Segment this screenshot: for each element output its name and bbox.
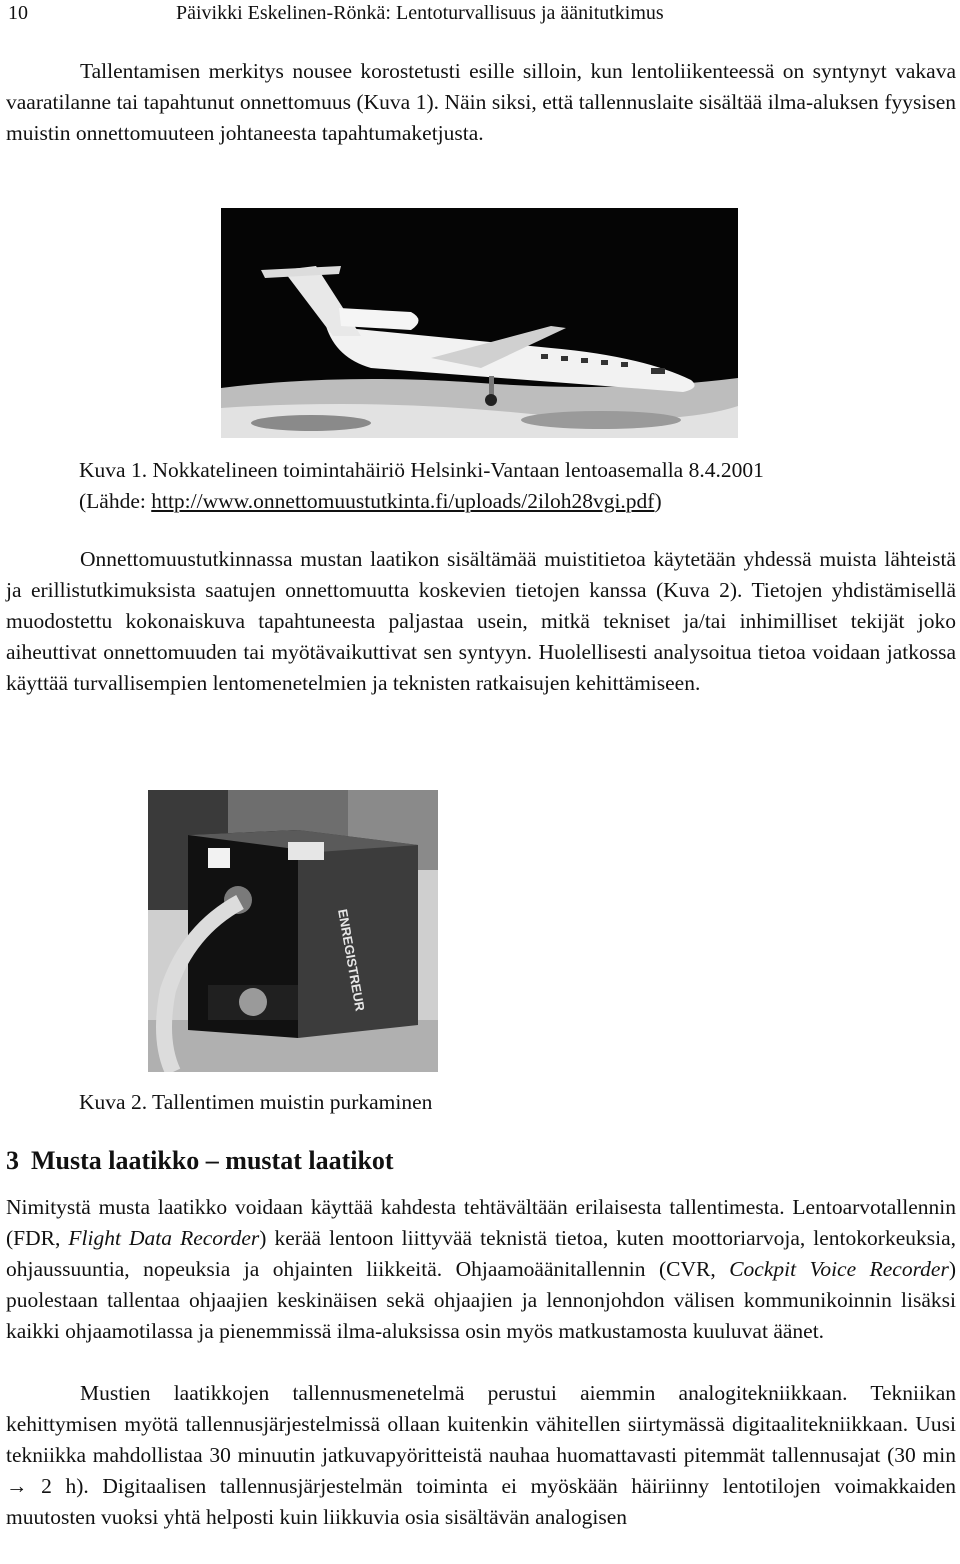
figure-aircraft-photo <box>221 208 738 438</box>
page-number: 10 <box>8 2 28 24</box>
page-header <box>8 2 958 32</box>
recorders-text-1: Nimitystä musta laatikko voidaan käyttää kahdesta tehtävältään erilaisesta tallentimesta. Lentoarvotallennin (FDR, <box>6 1195 956 1250</box>
running-title: Päivikki Eskelinen-Rönkä: Lentoturvallisuus ja äänitutkimus <box>176 2 664 24</box>
cvr-term: Cockpit Voice Recorder <box>729 1257 949 1281</box>
source-link[interactable]: http://www.onnettomuustutkinta.fi/uploads/2iloh28vgi.pdf <box>151 489 655 513</box>
svg-text:ENREGISTREUR: ENREGISTREUR <box>335 907 368 1013</box>
paragraph-investigation: Onnettomuustutkinnassa mustan laatikon sisältämää muistitietoa käytetään yhdessä muista lähteistä ja erillistutkimuksista saatujen onnettomuutta koskevien tietojen kanssa (Kuva 2). Tietojen yhdistämisellä muodostettu kokonaiskuva tapahtuneesta paljastaa usein, mitkä tekniset ja/tai inhimilliset tekijät joko aiheuttivat onnettomuuden tai myötävaikuttivat sen syntyyn. Huolellisesti analysoitua tietoa voidaan jatkossa käyttää turvallisempien lentomenetelmien ja teknisten ratkaisujen kehittämiseen. <box>6 547 956 695</box>
fdr-term: Flight Data Recorder <box>68 1226 260 1250</box>
figure-recorder-photo <box>148 790 438 1072</box>
source-prefix: (Lähde: <box>79 489 152 513</box>
recorders-text-3: ) puolestaan tallentaa ohjaajien keskinäisen sekä ohjaajien ja lennonjohdon välisen kommunikoinnin lisäksi kaikki ohjaamotilassa ja pienemmissä ilma-aluksissa osin myös matkustamosta kuuluvat äänet. <box>6 1257 956 1343</box>
paragraph-intro: Tallentamisen merkitys nousee korostetusti esille silloin, kun lentoliikenteessä on syntynyt vakava vaaratilanne tai tapahtunut onnettomuus (Kuva 1). Näin siksi, että tallennuslaite sisältää ilma-aluksen fyysisen muistin onnettomuuteen johtaneesta tapahtumaketjusta. <box>6 59 956 145</box>
paragraph-recorders <box>6 1192 956 1347</box>
figure-1-source <box>79 486 662 517</box>
aircraft-photo-image <box>221 208 738 438</box>
paragraph-technology: Mustien laatikkojen tallennusmenetelmä perustui aiemmin analogitekniikkaan. Tekniikan kehittymisen myötä tallennusjärjestelmissä ollaan kuitenkin vähitellen siirtymässä digitaalitekniikkaan. Uusi tekniikka mahdollistaa 30 minuutin jatkuvapyöritteistä nauhaa huomattavasti pitemmät tallennusajat (30 min → 2 h). Digitaalisen tallennusjärjestelmän toiminta ei myöskään häiriinny lentotilojen voimakkaiden muutosten vuoksi yhtä helposti kuin liikkuvia osia sisältävän analogisen <box>6 1381 956 1529</box>
section-number: 3 <box>6 1146 19 1175</box>
section-heading <box>6 1146 394 1176</box>
figure-1-caption-line: Kuva 1. Nokkatelineen toimintahäiriö Helsinki-Vantaan lentoasemalla 8.4.2001 <box>79 458 764 482</box>
recorder-photo-image <box>148 790 438 1072</box>
section-title: Musta laatikko – mustat laatikot <box>31 1146 394 1175</box>
source-suffix: ) <box>654 489 662 513</box>
recorders-text-2: ) kerää lentoon liittyvää teknistä tietoa, kuten moottoriarvoja, lentokorkeuksia, ohjaussuuntia, nopeuksia ja ohjainten liikkeitä. Ohjaamoäänitallennin (CVR, <box>6 1226 956 1281</box>
figure-2-caption: Kuva 2. Tallentimen muistin purkaminen <box>79 1090 433 1114</box>
